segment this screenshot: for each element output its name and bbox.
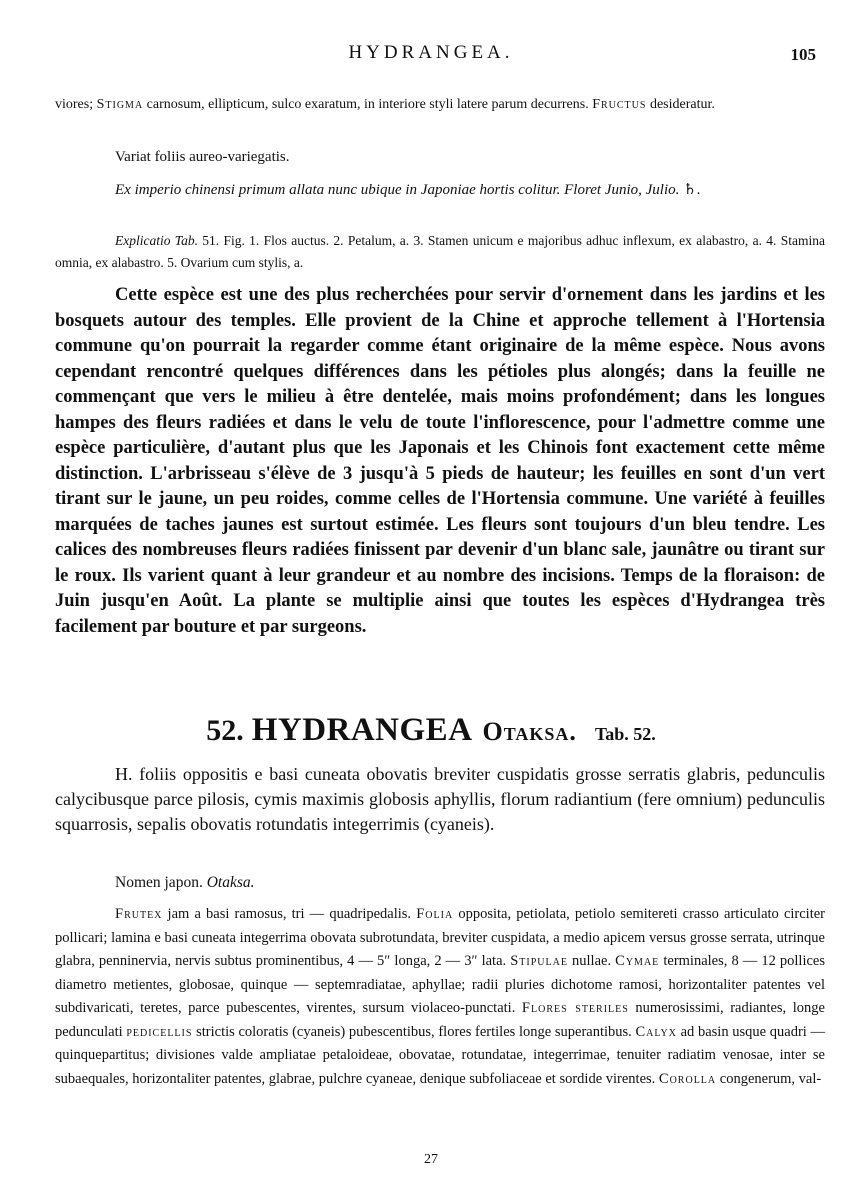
nomen-name: Otaksa.: [206, 874, 255, 891]
species-number: 52.: [206, 714, 244, 747]
continuation-text-c: desideratur.: [646, 97, 715, 112]
species-name: Otaksa.: [482, 717, 577, 746]
habitat-paragraph: [55, 178, 825, 203]
stipulae-term: Stipulae: [510, 953, 568, 969]
calyx-term: Calyx: [635, 1023, 677, 1040]
floret-text: Floret Junio, Julio.: [564, 182, 680, 198]
page-number: 105: [790, 45, 816, 64]
cymae-term: Cymae: [615, 953, 660, 969]
nomen-label: Nomen japon.: [115, 874, 203, 891]
species-heading: [0, 712, 862, 749]
variat-line: Variat foliis aureo-variegatis.: [115, 149, 290, 165]
pedicellis-term: pedicellis: [126, 1023, 193, 1040]
flores-term: Flores steriles: [521, 1000, 629, 1016]
frutex-term: Frutex: [115, 906, 163, 922]
french-paragraph: Cette espèce est une des plus recherchées pour servir d'ornement dans les jardins et les bosquets autour des temples. Elle provient de la Chine et approche tellement à l'Hortensia commune qu'on pourrait la regarder comme étant originaire de la même espèce. Nous avons cependant rencontré quelques différences dans les pétioles plus alongés; dans la feuille ne commençant que vers le milieu à être dentelée, mais moins profondément; dans les longues hampes des fleurs radiées et dans le velu de toute l'inflorescence, pour l'admettre comme une espèce particulière, d'autant plus que les Japonais et les Chinois font exactement cette même distinction. L'arbrisseau s'élève de 3 jusqu'à 5 pieds de hauteur; les feuilles en sont d'un vert tirant sur le jaune, un peu roides, comme celles de l'Hortensia commune. Une variété à feuilles marquées de taches jaunes est surtout estimée. Les fleurs sont toujours d'un bleu tendre. Les calices des nombreuses fleurs radiées finissent par devenir d'un blanc sale, jaunâtre ou tirant sur le roux. Ils varient quant à leur grandeur et au nombre des incisions. Temps de la floraison: de Juin jusqu'en Août. La plante se multiplie ainsi que toutes les espèces d'Hydrangea très facilement par bouture et par surgeons.: [55, 285, 825, 637]
habitat-text: Ex imperio chinensi primum allata nunc ubique in Japoniae hortis colitur.: [115, 182, 561, 198]
corolla-term: Corolla: [658, 1070, 717, 1087]
continuation-text-b: carnosum, ellipticum, sulco exaratum, in interiore styli latere parum decurrens.: [143, 97, 589, 112]
continuation-text-a: viores;: [55, 97, 97, 112]
page-header: [0, 42, 862, 70]
running-title: HYDRANGEA.: [348, 42, 514, 63]
explicatio-text: 51. Fig. 1. Flos auctus. 2. Petalum, a. 3. Stamen unicum e majoribus adhuc inflexum, ex alabastro, a. 4. Stamina omnia, ex alabastro. 5. Ovarium cum stylis, a.: [55, 233, 825, 270]
diagnosis-paragraph: H. foliis oppositis e basi cuneata obovatis breviter cuspidatis grosse serratis glabris, pedunculis calycibusque parce pilosis, cymis maximis globosis aphyllis, florum radiantium (fere omnium) pedunculis squarrosis, sepalis obovatis rotundatis integerrimis (cyaneis).: [55, 764, 825, 834]
fructus-term: Fructus: [592, 97, 647, 112]
explicatio-paragraph: [55, 230, 825, 274]
genus-name: HYDRANGEA: [251, 712, 473, 748]
folia-term: Folia: [416, 906, 454, 922]
continuation-text: [55, 94, 825, 116]
nomen-line: [55, 874, 825, 892]
plate-reference: Tab. 52.: [594, 724, 656, 744]
shrub-symbol: ♄.: [683, 182, 701, 198]
signature-mark: 27: [424, 1152, 438, 1167]
stigma-term: Stigma: [96, 97, 144, 112]
description-paragraph: Frutex jam a basi ramosus, tri — quadripedalis. Folia opposita, petiolata, petiolo semitereti crasso articulato circiter pollicari; lamina e basi cuneata integerrima obovata subrotundata, breviter cuspidata, a medio apicem versus grosse serrata, utrinque glabra, penninervia, nervis subtus prominentibus, 4 — 5″ longa, 2 — 3″ lata. Stipulae nullae. Cymae terminales, 8 — 12 pollices diametro metientes, globosae, quinque — septemradiatae, aphyllae; radii pluries dichotome ramosi, horizontaliter patentes vel subdivaricati, teretes, parce pubescentes, virentes, sursum violaceo-punctati. Flores steriles numerosissimi, radiantes, longe pedunculati pedicellis strictis coloratis (cyaneis) pubescentibus, flores fertiles longe superantibus. Calyx ad basin usque quadri — quinquepartitus; divisiones valde ampliatae petaloideae, obovatae, rotundatae, integerrimae, tenuiter radiatim venosae, inter se subaequales, horizontaliter patentes, glabrae, pulchre cyaneae, denique subfoliaceae et sordide virentes. Corolla congenerum, val-: [55, 906, 826, 1087]
explicatio-label: Explicatio Tab.: [115, 233, 198, 248]
